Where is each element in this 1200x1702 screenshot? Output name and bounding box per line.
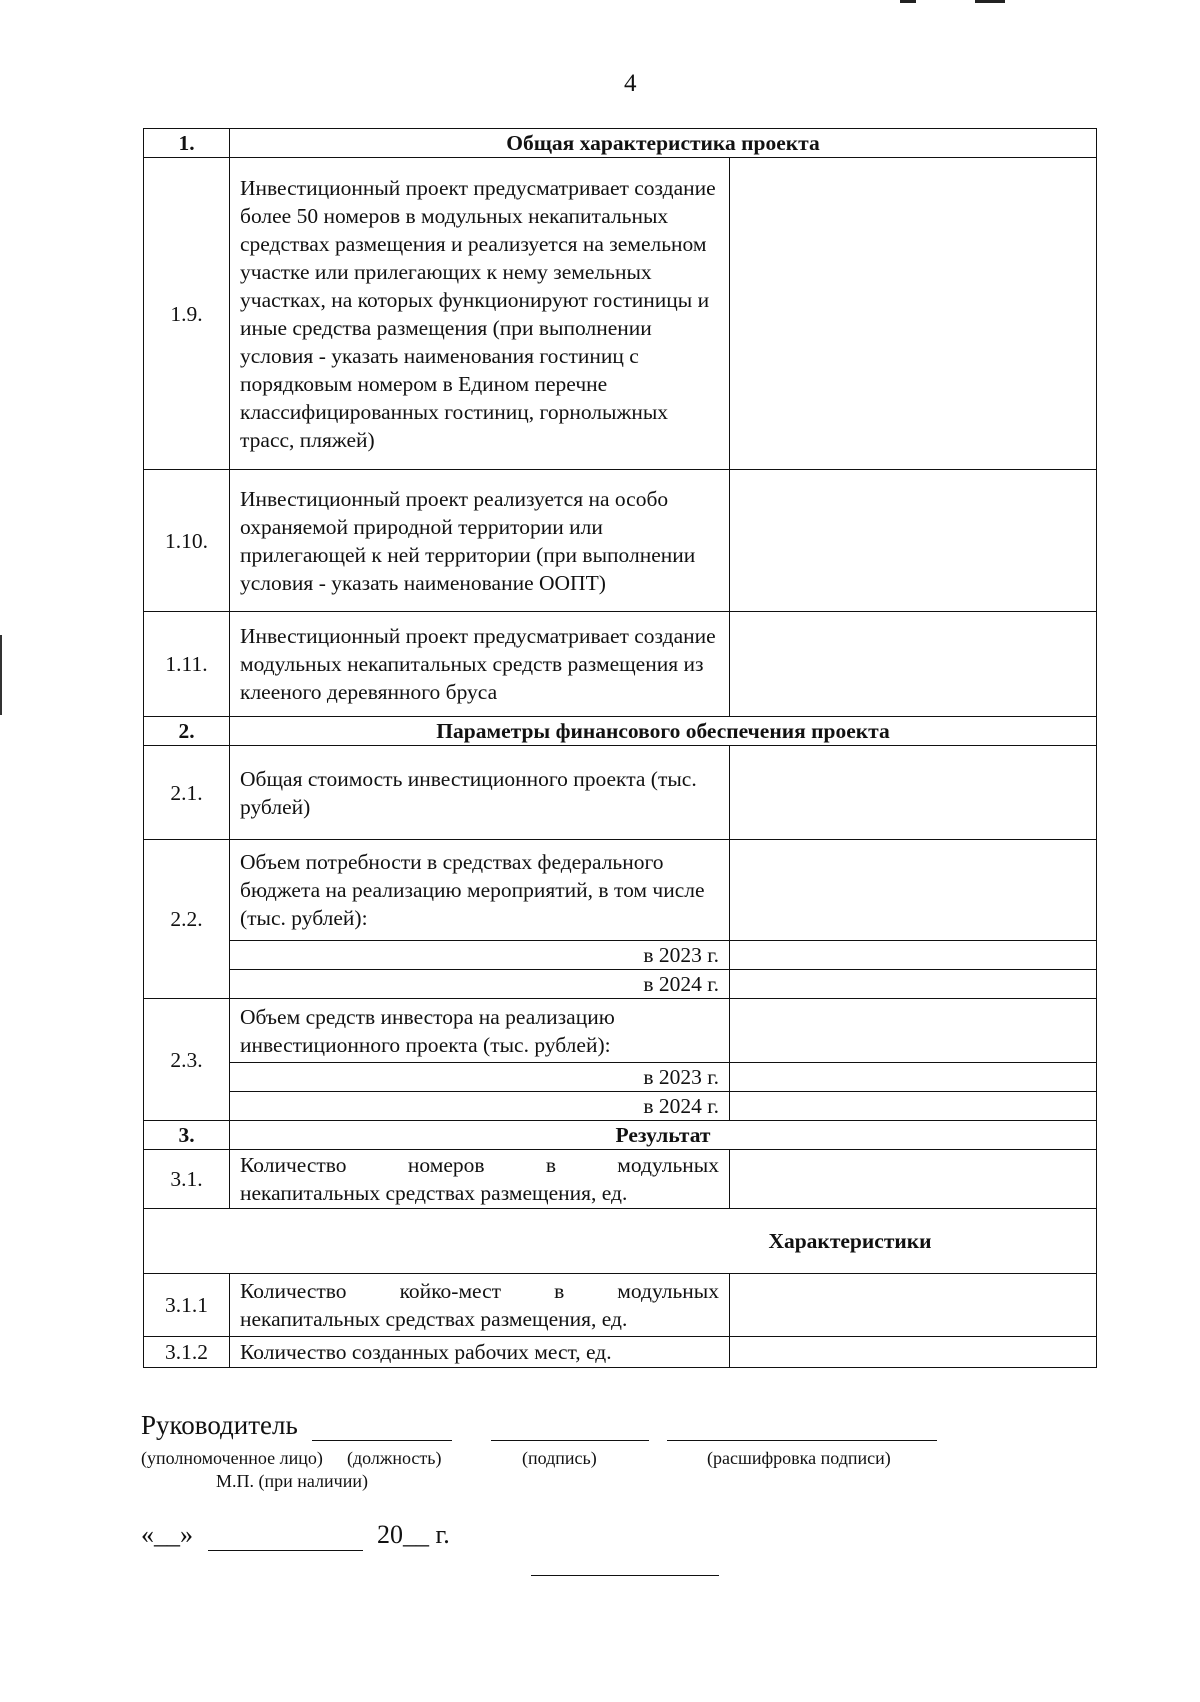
row-number: 3.1.2 [144, 1337, 230, 1368]
section-finance-header [144, 717, 1097, 746]
value-cell[interactable] [730, 941, 1097, 970]
row-description: Объем средств инвестора на реализацию инвестиционного проекта (тыс. рублей): [230, 999, 730, 1063]
table-row-1-10 [144, 470, 1097, 612]
section-number: 1. [144, 129, 230, 158]
row-description: Инвестиционный проект реализуется на особо охраняемой природной территории или прилегающей к ней территории (при выполнении условия - указать наименование ООПТ) [230, 470, 730, 612]
signature-decode-line[interactable] [667, 1440, 937, 1441]
row-number: 1.9. [144, 158, 230, 470]
project-form-table [143, 128, 1097, 1368]
section-title: Параметры финансового обеспечения проекта [230, 717, 1097, 746]
scan-artifact [975, 0, 1005, 3]
row-description: Количество созданных рабочих мест, ед. [230, 1337, 730, 1368]
section-number: 3. [144, 1121, 230, 1150]
value-cell[interactable] [730, 1063, 1097, 1092]
scan-artifact [900, 0, 916, 3]
section-title: Результат [230, 1121, 1097, 1150]
table-row-2-2-year-2023 [144, 941, 1097, 970]
date-line [141, 1520, 450, 1550]
section-title: Общая характеристика проекта [230, 129, 1097, 158]
end-rule [531, 1575, 719, 1576]
row-description-line: некапитальных средствах размещения, ед. [240, 1181, 628, 1205]
year-label: в 2024 г. [230, 970, 730, 999]
position-line[interactable] [312, 1440, 452, 1441]
row-number: 1.11. [144, 612, 230, 717]
row-number: 2.1. [144, 746, 230, 840]
year-label: в 2024 г. [230, 1092, 730, 1121]
date-day: «__» [141, 1520, 193, 1549]
position-caption: (должность) [347, 1448, 442, 1468]
value-cell[interactable] [730, 1274, 1097, 1337]
year-label: в 2023 г. [230, 1063, 730, 1092]
signature-decode-caption: (расшифровка подписи) [707, 1448, 891, 1468]
value-cell[interactable] [730, 1092, 1097, 1121]
table-row-2-1 [144, 746, 1097, 840]
value-cell[interactable] [730, 840, 1097, 941]
section-general-header [144, 129, 1097, 158]
signature-line[interactable] [491, 1440, 649, 1441]
table-row-2-2-year-2024 [144, 970, 1097, 999]
row-description: Инвестиционный проект предусматривает создание более 50 номеров в модульных некапитальных средствах размещения и реализуется на земельном участке или прилегающих к нему земельных участках, на которых функционируют гостиницы и иные средства размещения (при выполнении условия - указать наименования гостиниц с порядковым номером в Едином перечне классифицированных гостиниц, горнолыжных трасс, пляжей) [230, 158, 730, 470]
row-description-line: Количество койко-мест в модульных [240, 1279, 719, 1303]
section-number: 2. [144, 717, 230, 746]
row-description-line: Количество номеров в модульных [240, 1153, 719, 1177]
table-row-1-9 [144, 158, 1097, 470]
row-description: Общая стоимость инвестиционного проекта (тыс. рублей) [230, 746, 730, 840]
value-cell[interactable] [730, 612, 1097, 717]
row-description [230, 1150, 730, 1209]
row-number: 3.1. [144, 1150, 230, 1209]
table-row-2-3-year-2023 [144, 1063, 1097, 1092]
row-description [230, 1274, 730, 1337]
signature-caption: (подпись) [522, 1448, 597, 1468]
table-row-3-1 [144, 1150, 1097, 1209]
page-number: 4 [624, 70, 637, 97]
value-cell[interactable] [730, 999, 1097, 1063]
date-month-line[interactable] [208, 1524, 363, 1551]
table-row-2-3 [144, 999, 1097, 1063]
date-year: 20__ г. [377, 1520, 450, 1549]
row-number: 2.3. [144, 999, 230, 1121]
value-cell[interactable] [730, 158, 1097, 470]
stamp-note: М.П. (при наличии) [216, 1471, 368, 1491]
value-cell[interactable] [730, 1337, 1097, 1368]
row-number: 2.2. [144, 840, 230, 999]
row-number: 3.1.1 [144, 1274, 230, 1337]
authorized-person-caption: (уполномоченное лицо) [141, 1448, 323, 1468]
value-cell[interactable] [730, 1150, 1097, 1209]
row-description-line: некапитальных средствах размещения, ед. [240, 1307, 628, 1331]
year-label: в 2023 г. [230, 941, 730, 970]
value-cell[interactable] [730, 746, 1097, 840]
value-cell[interactable] [730, 470, 1097, 612]
row-number: 1.10. [144, 470, 230, 612]
value-cell[interactable] [730, 970, 1097, 999]
table-row-3-1-2 [144, 1337, 1097, 1368]
table-row-2-2 [144, 840, 1097, 941]
characteristics-title: Характеристики [144, 1209, 1097, 1274]
row-description: Инвестиционный проект предусматривает создание модульных некапитальных средств размещения из клееного деревянного бруса [230, 612, 730, 717]
characteristics-header [144, 1209, 1097, 1274]
table-row-1-11 [144, 612, 1097, 717]
section-result-header [144, 1121, 1097, 1150]
scan-margin-mark [0, 635, 2, 715]
signatory-label: Руководитель [141, 1410, 298, 1440]
table-row-3-1-1 [144, 1274, 1097, 1337]
table-row-2-3-year-2024 [144, 1092, 1097, 1121]
row-description: Объем потребности в средствах федерального бюджета на реализацию мероприятий, в том числе (тыс. рублей): [230, 840, 730, 941]
